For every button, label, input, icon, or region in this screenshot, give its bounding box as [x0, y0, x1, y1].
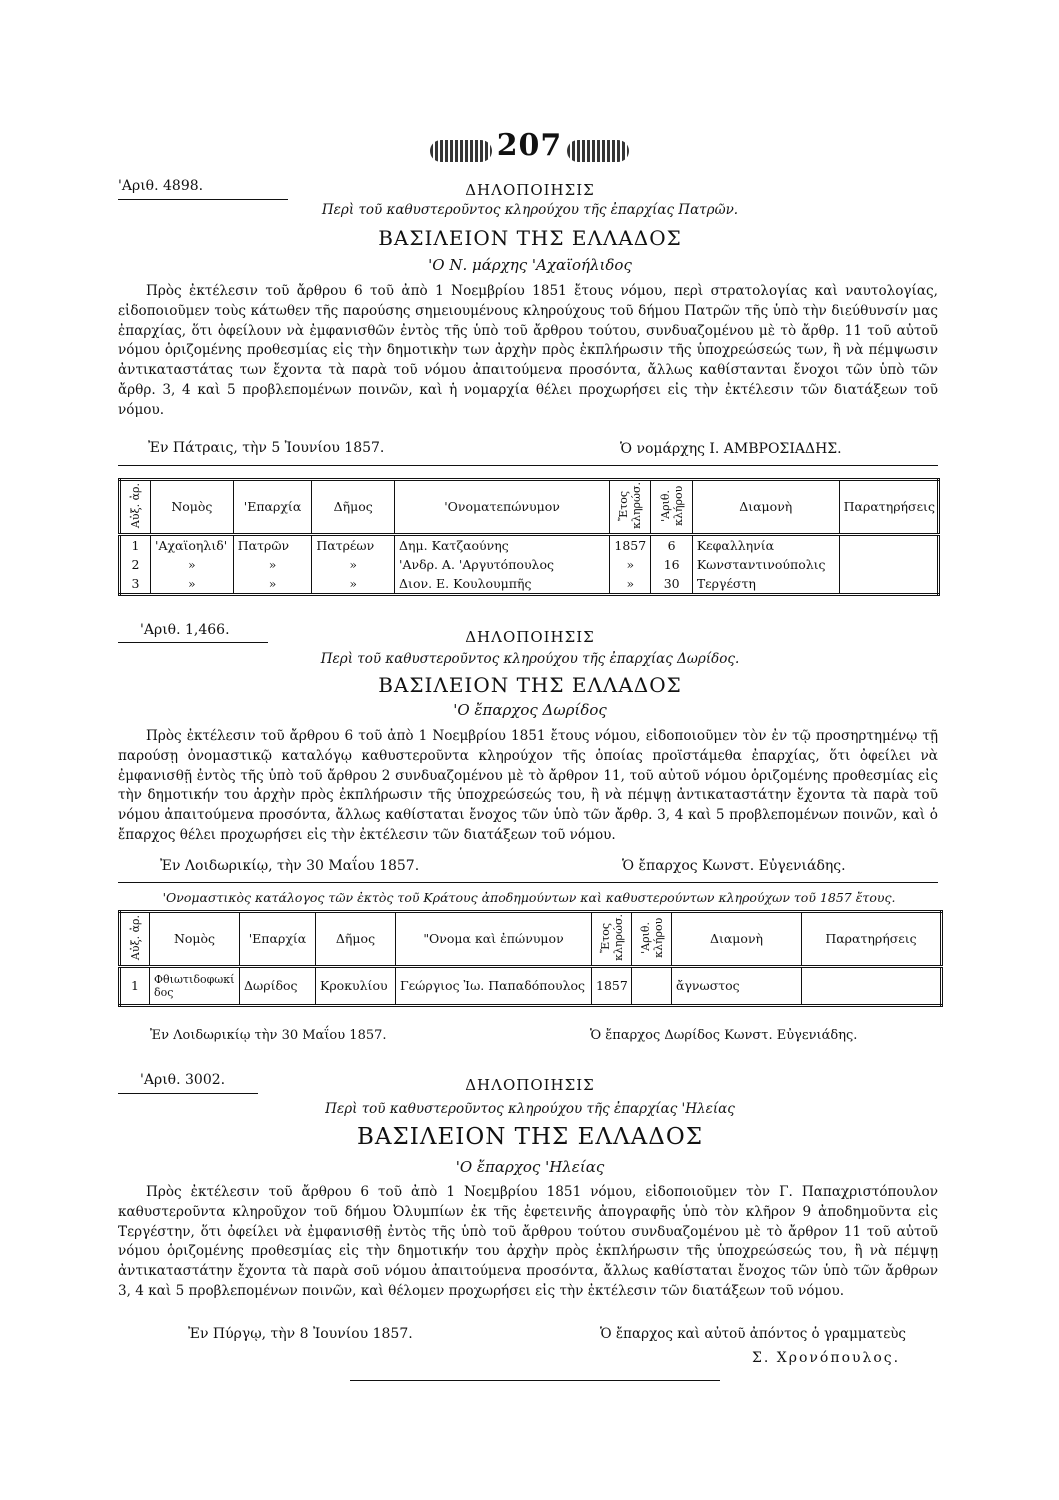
ornament-left-icon	[430, 140, 492, 162]
cell: 30	[651, 574, 692, 595]
notice2-divider	[118, 882, 938, 883]
notice1-signer-title: 'Ο Ν. μάρχης 'Αχαϊοήλιδος	[428, 256, 632, 274]
cell: Κεφαλληνία	[692, 534, 839, 555]
cell: »	[312, 555, 395, 574]
notice3-heading: ΔΗΛΟΠΟΙΗΣΙΣ	[465, 1076, 595, 1094]
table-row	[120, 534, 939, 555]
notice3-kingdom: ΒΑΣΙΛΕΙΟΝ ΤΗΣ ΕΛΛΑΔΟΣ	[357, 1124, 703, 1150]
cell: 2	[131, 556, 140, 572]
cell: 1	[131, 537, 140, 553]
notice2-number-rule	[118, 642, 268, 643]
cell	[839, 555, 938, 574]
cell: Κωνσταντινούπολις	[692, 555, 839, 574]
cell: Πατρῶν	[233, 534, 312, 555]
notice1-place-date: Ἐν Πάτραις, τὴν 5 Ἰουνίου 1857.	[148, 440, 385, 456]
notice1-kingdom: ΒΑΣΙΛΕΙΟΝ ΤΗΣ ΕΛΛΑΔΟΣ	[378, 226, 682, 250]
notice3-subheading: Περὶ τοῦ καθυστεροῦντος κληρούχου τῆς ἐπαρχίας 'Ηλείας	[325, 1101, 735, 1117]
col-header: 'Αριθ. κλήρου	[638, 917, 665, 958]
notice2-subheading: Περὶ τοῦ καθυστεροῦντος κληρούχου τῆς ἐπαρχίας Δωρίδος.	[320, 651, 740, 667]
cell: 1	[131, 978, 139, 994]
col-header: Δῆμος	[316, 912, 396, 967]
notice2-list-title: 'Ονομαστικὸς κατάλογος τῶν ἐκτὸς τοῦ Κράτους ἀποδημούντων καὶ καθυστερούντων κληρούχων τοῦ 1857 ἔτους.	[162, 890, 896, 905]
col-header: "Ονομα καὶ ἐπώνυμον	[396, 912, 592, 967]
notice2-kingdom: ΒΑΣΙΛΕΙΟΝ ΤΗΣ ΕΛΛΑΔΟΣ	[378, 673, 682, 697]
notice3-body: Πρὸς ἐκτέλεσιν τοῦ ἄρθρου 6 τοῦ ἀπὸ 1 Νοεμβρίου 1851 νόμου, εἰδοποιοῦμεν τὸν Γ. Παπαχριστόπουλον καθυστεροῦντα κληροῦχον τοῦ δήμου Ὀλυμπίων ἐκ τῆς ἐφετεινῆς ἀπογραφῆς ὑπὸ τὸν κλῆρον 9 ἀποδημοῦντα εἰς Τεργέστην, ὅτι ὀφείλει νὰ ἐμφανισθῇ ἐντὸς τῆς ὑπὸ τοῦ ἄρθρου τούτου συνδυαζομένου μὲ τὸ ἄρθρον 11 τοῦ αὐτοῦ νόμου ὁριζομένης προθεσμίας εἰς τὴν δημοτικήν του ἀρχὴν πρὸς ἐκπλήρωσιν τῆς ὑποχρεώσεώς του, ἢ νὰ πέμψῃ ἀντικαταστάτην ἔχοντα τὰ παρὰ σοῦ νόμου ἀπαιτούμενα προσόντα, ἄλλως καθίσταται ἔνοχος τῶν ὑπὸ τῶν ἄρθρων 3, 4 καὶ 5 προβλεπομένων ποινῶν, καὶ θέλομεν προχωρήσει εἰς τὴν ἐκτέλεσιν τῶν διατάξεων τοῦ νόμου.	[118, 1184, 938, 1299]
page-header	[0, 128, 1059, 163]
cell: Γεώργιος Ἰω. Παπαδόπουλος	[396, 966, 592, 1005]
cell: »	[151, 574, 234, 595]
cell: Δωρίδος	[240, 966, 316, 1005]
col-header: Νομὸς	[150, 912, 240, 967]
cell: »	[610, 574, 651, 595]
cell: Κροκυλίου	[316, 966, 396, 1005]
notice3-signature-line1: Ὁ ἔπαρχος καὶ αὐτοῦ ἀπόντος ὁ γραμματεὺς	[600, 1326, 906, 1342]
cell: 1857	[592, 966, 632, 1005]
notice2-table	[118, 910, 943, 1007]
cell	[839, 574, 938, 595]
notice3-place-date: Ἐν Πύργῳ, τὴν 8 Ἰουνίου 1857.	[188, 1326, 413, 1342]
cell: Τεργέστη	[692, 574, 839, 595]
cell: Δημ. Κατζαούνης	[395, 534, 610, 555]
notice2-footer-signature: Ὁ ἔπαρχος Δωρίδος Κωνστ. Εὐγενιάδης.	[590, 1028, 858, 1043]
cell: 6	[651, 534, 692, 555]
col-header: 'Ονοματεπώνυμον	[395, 480, 610, 535]
ornament-right-icon	[567, 140, 629, 162]
notice1-divider	[118, 465, 938, 466]
cell: ἄγνωστος	[672, 966, 802, 1005]
cell: 'Ανδρ. Α. 'Αργυτόπουλος	[395, 555, 610, 574]
cell: »	[233, 574, 312, 595]
col-header: 'Επαρχία	[233, 480, 312, 535]
cell: »	[312, 574, 395, 595]
notice1-table-header	[120, 480, 939, 535]
notice1-number: 'Αριθ. 4898.	[118, 178, 204, 194]
notice2-signature: Ὁ ἔπαρχος Κωνστ. Εὐγενιάδης.	[622, 858, 846, 874]
notice2-number: 'Αριθ. 1,466.	[140, 622, 230, 638]
col-header: Παρατηρήσεις	[802, 912, 942, 967]
notice2-signer-title: 'Ο ἔπαρχος Δωρίδος	[453, 701, 607, 719]
notice3-signer-title: 'Ο ἔπαρχος 'Ηλείας	[455, 1158, 605, 1176]
notice3-number: 'Αριθ. 3002.	[140, 1072, 226, 1088]
notice2-heading: ΔΗΛΟΠΟΙΗΣΙΣ	[465, 628, 595, 646]
col-header: 'Επαρχία	[240, 912, 316, 967]
notice1-body: Πρὸς ἐκτέλεσιν τοῦ ἄρθρου 6 τοῦ ἀπὸ 1 Νοεμβρίου 1851 ἔτους νόμου, περὶ στρατολογίας καὶ ναυτολογίας, εἰδοποιοῦμεν τοὺς κάτωθεν τῆς παρούσης σημειουμένους κληρούχους τοῦ δήμου Πατρῶν τῆς ὑπὸ τὴν διεύθυνσίν μας ἐπαρχίας, ὅτι ὀφείλουν νὰ ἐμφανισθῶν ἐντὸς τῆς ὑπὸ τοῦ ἄρθρου τούτου, συνδυαζομένου μὲ τὸ ἄρθρ. 11 τοῦ αὐτοῦ νόμου ὁριζομένης προθεσμίας εἰς τὴν δημοτικὴν των ἀρχὴν πρὸς ἐκπλήρωσιν τῆς ὑποχρεώσεώς των, ἢ νὰ πέμψωσιν ἀντικαταστάτας των ἔχοντα τὰ παρὰ τοῦ νόμου ἀπαιτούμενα προσόντα, ἄλλως καθίστανται ἔνοχοι τῶν ὑπὸ τῶν ἄρθρ. 3, 4 καὶ 5 προβλεπομένων ποινῶν, καὶ ἡ νομαρχία θέλει προχωρήσει εἰς τὴν ἐκτέλεσιν τῶν διατάξεων τοῦ νόμου.	[118, 283, 938, 418]
notice1-heading: ΔΗΛΟΠΟΙΗΣΙΣ	[465, 181, 595, 199]
notice1-table	[118, 478, 940, 596]
cell: 3	[131, 575, 140, 591]
notice1-subheading: Περὶ τοῦ καθυστεροῦντος κληρούχου τῆς ἐπαρχίας Πατρῶν.	[321, 202, 739, 218]
table-row	[120, 574, 939, 595]
col-header: Ἔτος κληρώσ.	[617, 481, 644, 529]
page-end-rule	[350, 1380, 720, 1381]
notice2-body: Πρὸς ἐκτέλεσιν τοῦ ἄρθρου 6 τοῦ ἀπὸ 1 Νοεμβρίου 1851 ἔτους νόμου, εἰδοποιοῦμεν τὸν ἐν τῷ προσηρτημένῳ τῇ παρούσῃ ὀνομαστικῷ καταλόγῳ καθυστεροῦντα κληρούχον τῆς ὁποίας προϊστάμεθα ἐπαρχίας, ὅτι ὀφείλει νὰ ἐμφανισθῇ ἐντὸς τῆς ὑπὸ τοῦ ἄρθρου 2 συνδυαζομένου μὲ τὸ ἄρθρον 11, τοῦ αὐτοῦ νόμου ὁριζομένης προθεσμίας εἰς τὴν δημοτικήν του ἀρχὴν πρὸς ἐκπλήρωσιν τῆς ὑποχρεώσεώς του, ἢ νὰ πέμψῃ ἀντικαταστάτην ἔχοντα τὰ παρὰ τοῦ νόμου ἀπαιτούμενα προσόντα, ἄλλως καθίσταται ἔνοχος τῶν ὑπὸ τῶν ἄρθρ. 3, 4 καὶ 5 προβλεπομένων ποινῶν, καὶ ὁ ἔπαρχος θέλει προχωρήσει εἰς τὴν ἐκτέλεσιν τῶν διατάξεων τοῦ νόμου.	[118, 728, 938, 843]
notice2-place-date: Ἐν Λοιδωρικίῳ, τὴν 30 Μαΐου 1857.	[160, 858, 420, 874]
table-row	[120, 555, 939, 574]
page-number: 207	[496, 128, 563, 163]
cell: »	[151, 555, 234, 574]
table-row	[120, 966, 942, 1005]
col-header: Αὐξ. ἀρ.	[128, 914, 142, 960]
cell: »	[233, 555, 312, 574]
cell: 16	[651, 555, 692, 574]
cell	[802, 966, 942, 1005]
col-header: Διαμονὴ	[692, 480, 839, 535]
cell	[839, 534, 938, 555]
cell: Πατρέων	[312, 534, 395, 555]
notice1-number-rule	[118, 199, 288, 200]
col-header: Διαμονὴ	[672, 912, 802, 967]
col-header: Ἔτος κληρώσ.	[598, 913, 625, 961]
col-header: Δῆμος	[312, 480, 395, 535]
col-header: Νομὸς	[151, 480, 234, 535]
cell: »	[610, 555, 651, 574]
notice2-table-header	[120, 912, 942, 967]
cell: Φθιωτιδοφωκίδος	[150, 966, 240, 1005]
notice3-number-rule	[118, 1093, 258, 1094]
cell: 'Αχαϊοηλιδ'	[151, 534, 234, 555]
col-header: Αὐξ. ἀρ.	[129, 482, 142, 528]
notice3-signature-line2: Σ. Χρονόπουλος.	[752, 1350, 901, 1366]
cell	[632, 966, 672, 1005]
cell: 1857	[610, 534, 651, 555]
col-header: 'Αριθ. κλήρου	[658, 485, 685, 526]
col-header: Παρατηρήσεις	[839, 480, 938, 535]
cell: Διον. Ε. Κουλουμπῆς	[395, 574, 610, 595]
notice1-signature: Ὁ νομάρχης Ι. ΑΜΒΡΟΣΙΑΔΗΣ.	[620, 441, 842, 457]
notice2-footer-place: Ἐν Λοιδωρικίῳ τὴν 30 Μαΐου 1857.	[150, 1028, 387, 1043]
